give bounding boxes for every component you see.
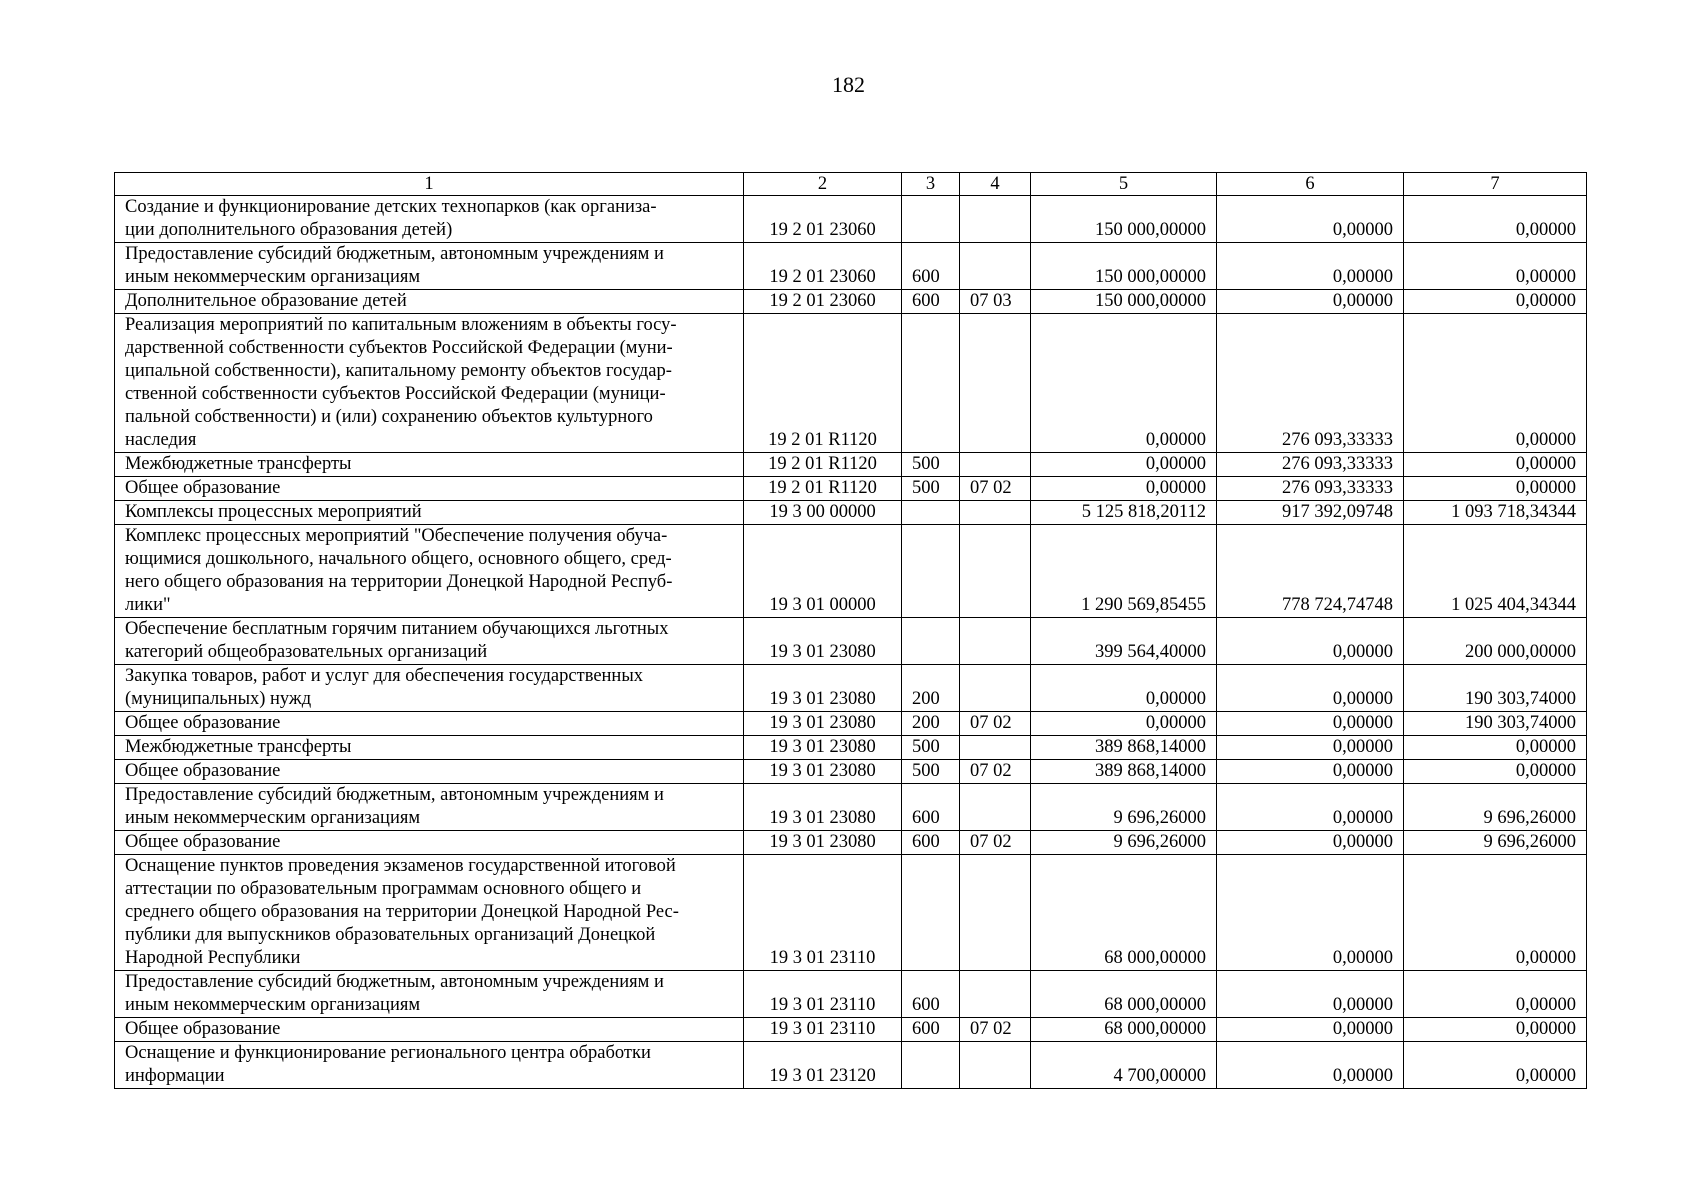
- expense-type: [902, 196, 960, 243]
- expense-type: [902, 525, 960, 618]
- amount-col-6: 0,00000: [1217, 1042, 1404, 1089]
- row-name: Предоставление субсидий бюджетным, автономным учреждениям и иным некоммерческим организациям: [115, 971, 744, 1018]
- amount-col-7: 9 696,26000: [1404, 784, 1587, 831]
- row-name: Создание и функционирование детских технопарков (как организа- ции дополнительного образования детей): [115, 196, 744, 243]
- amount-col-6: 0,00000: [1217, 760, 1404, 784]
- section-code: [960, 453, 1031, 477]
- target-code: 19 3 01 23080: [744, 831, 902, 855]
- amount-col-5: 9 696,26000: [1031, 831, 1217, 855]
- amount-col-5: 150 000,00000: [1031, 243, 1217, 290]
- target-code: 19 2 01 R1120: [744, 314, 902, 453]
- amount-col-7: 0,00000: [1404, 1018, 1587, 1042]
- amount-col-6: 0,00000: [1217, 831, 1404, 855]
- section-code: [960, 784, 1031, 831]
- target-code: 19 3 01 23080: [744, 784, 902, 831]
- target-code: 19 3 01 23110: [744, 1018, 902, 1042]
- row-name: Дополнительное образование детей: [115, 290, 744, 314]
- table-row: [115, 314, 1587, 453]
- amount-col-5: 0,00000: [1031, 712, 1217, 736]
- row-name: Общее образование: [115, 760, 744, 784]
- table-row: [115, 501, 1587, 525]
- table-row: [115, 665, 1587, 712]
- table-row: [115, 760, 1587, 784]
- expense-type: 600: [902, 243, 960, 290]
- row-name: Общее образование: [115, 712, 744, 736]
- row-name: Предоставление субсидий бюджетным, автономным учреждениям и иным некоммерческим организациям: [115, 784, 744, 831]
- expense-type: 200: [902, 665, 960, 712]
- table-row: [115, 971, 1587, 1018]
- expense-type: 500: [902, 736, 960, 760]
- expense-type: [902, 1042, 960, 1089]
- section-code: [960, 1042, 1031, 1089]
- target-code: 19 3 01 23110: [744, 971, 902, 1018]
- amount-col-5: 0,00000: [1031, 453, 1217, 477]
- row-name: Комплексы процессных мероприятий: [115, 501, 744, 525]
- table-row: [115, 196, 1587, 243]
- amount-col-5: 5 125 818,20112: [1031, 501, 1217, 525]
- column-header: 6: [1217, 173, 1404, 196]
- row-name: Общее образование: [115, 831, 744, 855]
- row-name: Оснащение пунктов проведения экзаменов государственной итоговой аттестации по образовательным программам основного общего и среднего общего образования на территории Донецкой Народной Рес- публики для выпускников образовательных организаций Донецкой Народной Республики: [115, 855, 744, 971]
- amount-col-7: 9 696,26000: [1404, 831, 1587, 855]
- amount-col-6: 0,00000: [1217, 712, 1404, 736]
- table-row: [115, 831, 1587, 855]
- amount-col-6: 0,00000: [1217, 243, 1404, 290]
- amount-col-7: 190 303,74000: [1404, 665, 1587, 712]
- target-code: 19 2 01 R1120: [744, 477, 902, 501]
- amount-col-5: 68 000,00000: [1031, 1018, 1217, 1042]
- expense-type: [902, 501, 960, 525]
- amount-col-5: 389 868,14000: [1031, 760, 1217, 784]
- row-name: Оснащение и функционирование регионального центра обработки информации: [115, 1042, 744, 1089]
- expense-type: 600: [902, 971, 960, 1018]
- expense-type: [902, 855, 960, 971]
- amount-col-6: 0,00000: [1217, 736, 1404, 760]
- amount-col-6: 0,00000: [1217, 971, 1404, 1018]
- column-header: 3: [902, 173, 960, 196]
- amount-col-7: 0,00000: [1404, 736, 1587, 760]
- amount-col-7: 1 093 718,34344: [1404, 501, 1587, 525]
- amount-col-7: 0,00000: [1404, 196, 1587, 243]
- amount-col-6: 0,00000: [1217, 290, 1404, 314]
- target-code: 19 3 01 23080: [744, 760, 902, 784]
- target-code: 19 2 01 R1120: [744, 453, 902, 477]
- amount-col-7: 0,00000: [1404, 243, 1587, 290]
- section-code: [960, 196, 1031, 243]
- target-code: 19 3 01 00000: [744, 525, 902, 618]
- target-code: 19 3 00 00000: [744, 501, 902, 525]
- amount-col-5: 150 000,00000: [1031, 196, 1217, 243]
- expense-type: 500: [902, 760, 960, 784]
- expense-type: 600: [902, 784, 960, 831]
- amount-col-5: 68 000,00000: [1031, 855, 1217, 971]
- table-row: [115, 736, 1587, 760]
- target-code: 19 3 01 23080: [744, 736, 902, 760]
- expense-type: 600: [902, 1018, 960, 1042]
- section-code: 07 02: [960, 760, 1031, 784]
- amount-col-7: 0,00000: [1404, 1042, 1587, 1089]
- section-code: [960, 501, 1031, 525]
- target-code: 19 2 01 23060: [744, 290, 902, 314]
- amount-col-6: 0,00000: [1217, 855, 1404, 971]
- table-row: [115, 477, 1587, 501]
- amount-col-7: 0,00000: [1404, 477, 1587, 501]
- target-code: 19 3 01 23080: [744, 712, 902, 736]
- amount-col-7: 200 000,00000: [1404, 618, 1587, 665]
- column-header: 5: [1031, 173, 1217, 196]
- section-code: [960, 525, 1031, 618]
- section-code: [960, 665, 1031, 712]
- table-row: [115, 1042, 1587, 1089]
- table-row: [115, 290, 1587, 314]
- row-name: Предоставление субсидий бюджетным, автономным учреждениям и иным некоммерческим организациям: [115, 243, 744, 290]
- row-name: Общее образование: [115, 477, 744, 501]
- section-code: 07 02: [960, 712, 1031, 736]
- expense-type: [902, 618, 960, 665]
- target-code: 19 3 01 23110: [744, 855, 902, 971]
- amount-col-5: 68 000,00000: [1031, 971, 1217, 1018]
- amount-col-6: 917 392,09748: [1217, 501, 1404, 525]
- target-code: 19 2 01 23060: [744, 196, 902, 243]
- section-code: [960, 314, 1031, 453]
- amount-col-6: 0,00000: [1217, 784, 1404, 831]
- table-row: [115, 712, 1587, 736]
- expense-type: 500: [902, 453, 960, 477]
- table-body: [115, 196, 1587, 1089]
- amount-col-7: 0,00000: [1404, 290, 1587, 314]
- amount-col-6: 276 093,33333: [1217, 477, 1404, 501]
- amount-col-7: 1 025 404,34344: [1404, 525, 1587, 618]
- table-row: [115, 618, 1587, 665]
- amount-col-6: 0,00000: [1217, 665, 1404, 712]
- section-code: 07 02: [960, 1018, 1031, 1042]
- amount-col-6: 0,00000: [1217, 618, 1404, 665]
- table-row: [115, 1018, 1587, 1042]
- section-code: [960, 243, 1031, 290]
- table-row: [115, 784, 1587, 831]
- amount-col-5: 150 000,00000: [1031, 290, 1217, 314]
- expense-type: 200: [902, 712, 960, 736]
- amount-col-7: 0,00000: [1404, 971, 1587, 1018]
- section-code: [960, 736, 1031, 760]
- amount-col-5: 9 696,26000: [1031, 784, 1217, 831]
- amount-col-7: 0,00000: [1404, 314, 1587, 453]
- amount-col-6: 778 724,74748: [1217, 525, 1404, 618]
- table-row: [115, 243, 1587, 290]
- row-name: Межбюджетные трансферты: [115, 453, 744, 477]
- row-name: Межбюджетные трансферты: [115, 736, 744, 760]
- table-row: [115, 453, 1587, 477]
- target-code: 19 3 01 23120: [744, 1042, 902, 1089]
- section-code: 07 02: [960, 831, 1031, 855]
- section-code: 07 02: [960, 477, 1031, 501]
- section-code: [960, 971, 1031, 1018]
- amount-col-5: 389 868,14000: [1031, 736, 1217, 760]
- amount-col-6: 276 093,33333: [1217, 453, 1404, 477]
- row-name: Обеспечение бесплатным горячим питанием обучающихся льготных категорий общеобразовательных организаций: [115, 618, 744, 665]
- amount-col-6: 0,00000: [1217, 196, 1404, 243]
- row-name: Реализация мероприятий по капитальным вложениям в объекты госу- дарственной собственности субъектов Российской Федерации (муни- ципальной собственности), капитальному ремонту объектов государ- ственной собственности субъектов Российской Федерации (муници- пальной собственности) и (или) сохранению объектов культурного наследия: [115, 314, 744, 453]
- amount-col-7: 190 303,74000: [1404, 712, 1587, 736]
- budget-table: [114, 172, 1587, 1089]
- row-name: Общее образование: [115, 1018, 744, 1042]
- table-row: [115, 525, 1587, 618]
- amount-col-5: 0,00000: [1031, 477, 1217, 501]
- target-code: 19 3 01 23080: [744, 618, 902, 665]
- section-code: 07 03: [960, 290, 1031, 314]
- amount-col-7: 0,00000: [1404, 760, 1587, 784]
- expense-type: 500: [902, 477, 960, 501]
- row-name: Закупка товаров, работ и услуг для обеспечения государственных (муниципальных) нужд: [115, 665, 744, 712]
- amount-col-5: 1 290 569,85455: [1031, 525, 1217, 618]
- row-name: Комплекс процессных мероприятий "Обеспечение получения обуча- ющимися дошкольного, начального общего, основного общего, сред- него общего образования на территории Донецкой Народной Респуб- лики": [115, 525, 744, 618]
- amount-col-6: 0,00000: [1217, 1018, 1404, 1042]
- column-header: 4: [960, 173, 1031, 196]
- expense-type: 600: [902, 290, 960, 314]
- column-header: 7: [1404, 173, 1587, 196]
- expense-type: 600: [902, 831, 960, 855]
- amount-col-6: 276 093,33333: [1217, 314, 1404, 453]
- section-code: [960, 618, 1031, 665]
- section-code: [960, 855, 1031, 971]
- column-header: 1: [115, 173, 744, 196]
- table-row: [115, 855, 1587, 971]
- amount-col-5: 0,00000: [1031, 665, 1217, 712]
- target-code: 19 2 01 23060: [744, 243, 902, 290]
- expense-type: [902, 314, 960, 453]
- target-code: 19 3 01 23080: [744, 665, 902, 712]
- amount-col-7: 0,00000: [1404, 453, 1587, 477]
- amount-col-7: 0,00000: [1404, 855, 1587, 971]
- amount-col-5: 0,00000: [1031, 314, 1217, 453]
- amount-col-5: 4 700,00000: [1031, 1042, 1217, 1089]
- amount-col-5: 399 564,40000: [1031, 618, 1217, 665]
- column-header: 2: [744, 173, 902, 196]
- table-header-row: [115, 173, 1587, 196]
- page-number: 182: [832, 72, 865, 97]
